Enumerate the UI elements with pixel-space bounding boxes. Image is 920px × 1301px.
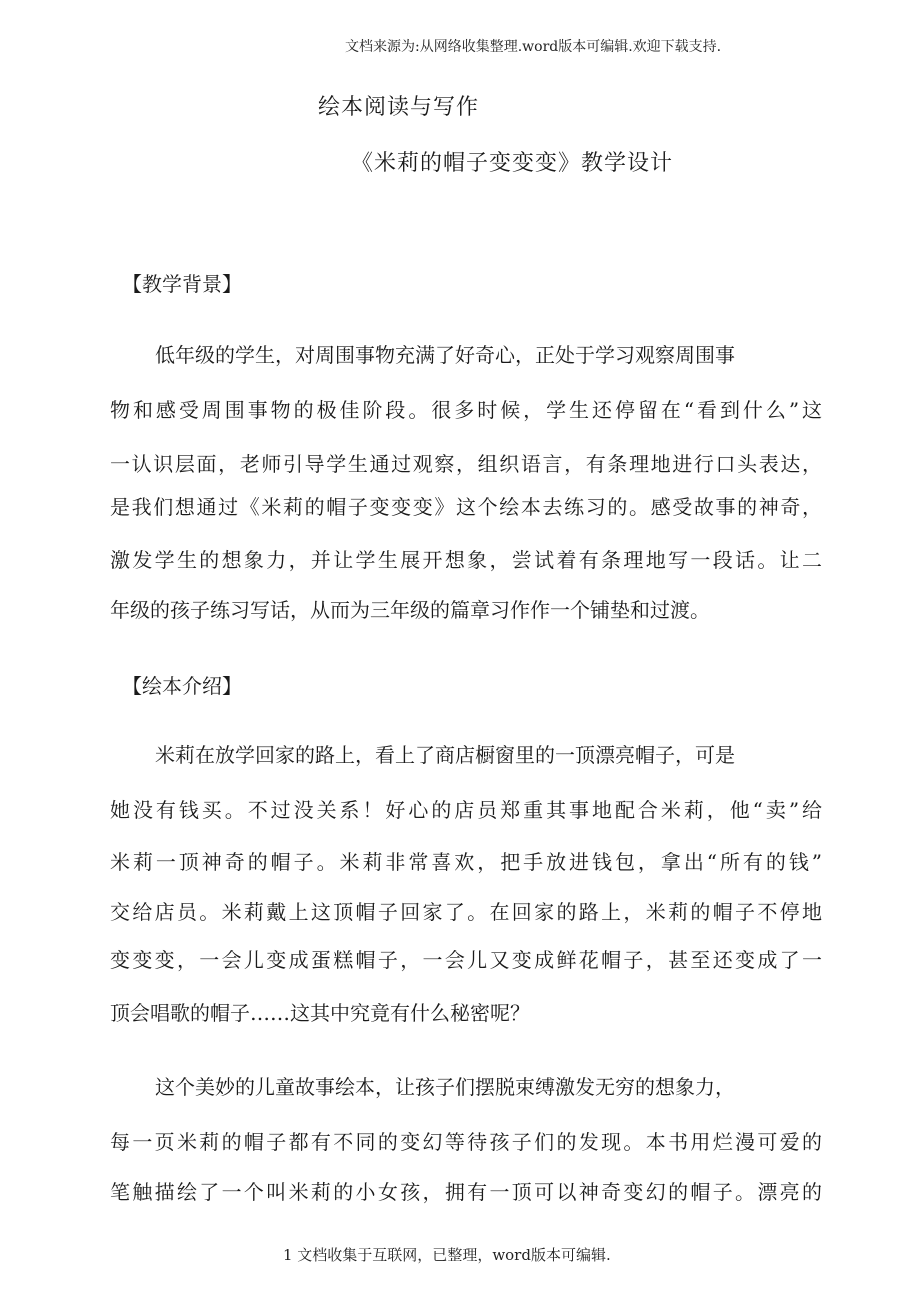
paragraph-line: 每一页米莉的帽子都有不同的变幻等待孩子们的发现。本书用烂漫可爱的 xyxy=(110,1130,822,1154)
paragraph-line: 米莉在放学回家的路上，看上了商店橱窗里的一顶漂亮帽子，可是 xyxy=(155,743,735,767)
paragraph-line: 年级的孩子练习写话，从而为三年级的篇章习作作一个铺垫和过渡。 xyxy=(110,598,710,622)
paragraph-line: 米莉一顶神奇的帽子。米莉非常喜欢，把手放进钱包，拿出“所有的钱” xyxy=(110,850,822,874)
paragraph-line: 是我们想通过《米莉的帽子变变变》这个绘本去练习的。感受故事的神奇， xyxy=(110,495,822,519)
document-subtitle: 《米莉的帽子变变变》教学设计 xyxy=(351,151,674,176)
paragraph-line: 笔触描绘了一个叫米莉的小女孩，拥有一顶可以神奇变幻的帽子。漂亮的 xyxy=(110,1180,822,1204)
paragraph-line: 低年级的学生，对周围事物充满了好奇心，正处于学习观察周围事 xyxy=(155,343,735,367)
paragraph-line: 激发学生的想象力，并让学生展开想象，尝试着有条理地写一段话。让二 xyxy=(110,548,822,572)
paragraph-line: 顶会唱歌的帽子……这其中究竟有什么秘密呢？ xyxy=(110,1001,530,1025)
paragraph-line: 这个美妙的儿童故事绘本，让孩子们摆脱束缚激发无穷的想象力， xyxy=(155,1075,735,1099)
section-heading-background: 【教学背景】 xyxy=(122,272,242,296)
paragraph-line: 物和感受周围事物的极佳阶段。很多时候，学生还停留在“看到什么”这 xyxy=(110,398,822,422)
paragraph-line: 变变变，一会儿变成蛋糕帽子，一会儿又变成鲜花帽子，甚至还变成了一 xyxy=(110,948,822,972)
paragraph-line: 一认识层面，老师引导学生通过观察，组织语言，有条理地进行口头表达， xyxy=(110,452,822,476)
footer-note: 1 文档收集于互联网，已整理，word版本可编辑. xyxy=(283,1246,611,1264)
section-heading-intro: 【绘本介绍】 xyxy=(122,674,242,698)
header-source-note: 文档来源为:从网络收集整理.word版本可编辑.欢迎下载支持. xyxy=(345,39,722,55)
paragraph-line: 她没有钱买。不过没关系！好心的店员郑重其事地配合米莉，他“卖”给 xyxy=(110,798,822,822)
paragraph-line: 交给店员。米莉戴上这顶帽子回家了。在回家的路上，米莉的帽子不停地 xyxy=(110,900,822,924)
document-title: 绘本阅读与写作 xyxy=(318,95,480,120)
